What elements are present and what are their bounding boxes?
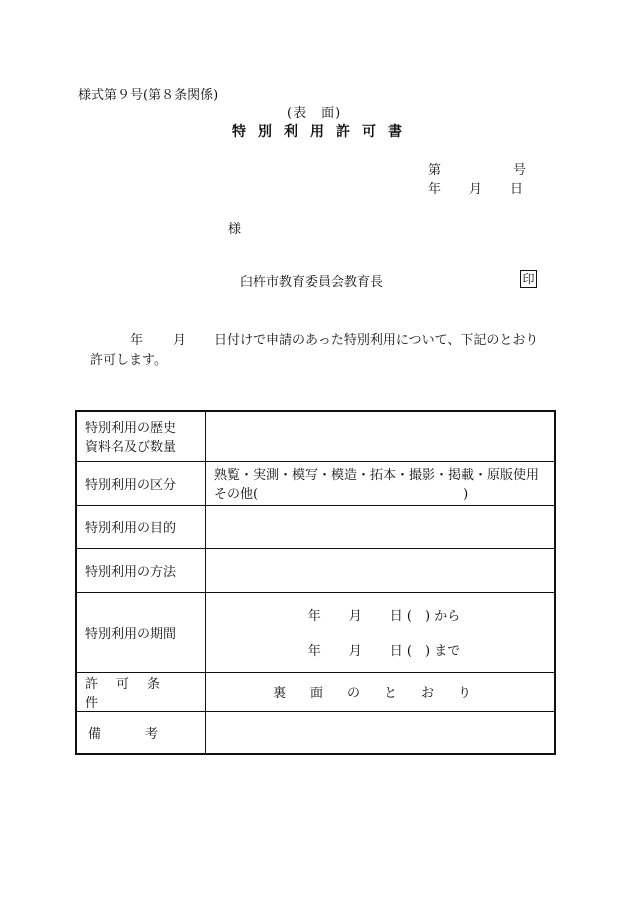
category-other [214,483,554,502]
to-month: 月 [348,644,362,659]
value-period[interactable] [206,592,556,672]
label-period: 特別利用の期間 [76,592,206,672]
side-label: (表 面) [287,106,342,121]
body-line-2: 許可します。 [90,353,167,368]
issue-date [428,178,523,197]
value-category[interactable] [206,461,556,505]
other-prefix: その他( [214,487,259,502]
value-method[interactable] [206,548,556,592]
to-day: 日 ( ) まで [389,644,461,659]
from-month: 月 [348,609,362,624]
to-year: 年 [307,644,321,659]
from-year: 年 [307,609,321,624]
label-method: 特別利用の方法 [76,548,206,592]
other-suffix: ) [463,487,469,502]
category-options: 熟覧・実測・模写・模造・拓本・撮影・掲載・原版使用 [214,468,540,483]
document-title: 特別利用許可書 [232,124,414,140]
addressee-honorific: 様 [228,222,242,237]
body-text-1: 日付けで申請のあった特別利用について、下記のとおり [214,333,539,348]
issuer-name: 臼杵市教育委員会教育長 [240,275,384,290]
table-row-category [76,461,555,505]
table-row-item [76,411,555,461]
label-item [76,411,206,461]
number-suffix: 号 [513,163,527,178]
permit-table [75,410,556,755]
label-purpose: 特別利用の目的 [76,505,206,548]
body-line-1 [130,329,538,348]
table-row-purpose [76,505,555,548]
value-purpose[interactable] [206,505,556,548]
value-remarks[interactable] [206,711,556,754]
table-row-method [76,548,555,592]
value-item[interactable] [206,411,556,461]
label-conditions: 許可条件 [76,672,206,711]
date-year: 年 [428,182,442,197]
period-from [214,605,554,624]
period-to [214,640,554,659]
document-number [428,159,526,178]
number-prefix: 第 [428,163,442,178]
table-row-remarks [76,711,555,754]
seal-mark: 印 [520,270,537,288]
label-item-line-1: 特別利用の歴史 [85,421,177,437]
from-day: 日 ( ) から [389,609,461,624]
date-day: 日 [510,182,524,197]
body-month: 月 [173,333,187,348]
body-year: 年 [130,333,144,348]
label-item-line-2: 資料名及び数量 [85,440,177,456]
label-remarks: 備考 [76,711,206,754]
form-number: 様式第９号(第８条関係) [78,88,219,103]
table-row-conditions [76,672,555,711]
date-month: 月 [469,182,483,197]
label-category: 特別利用の区分 [76,461,206,505]
table-row-period [76,592,555,672]
value-conditions: 裏面のとおり [206,672,556,711]
